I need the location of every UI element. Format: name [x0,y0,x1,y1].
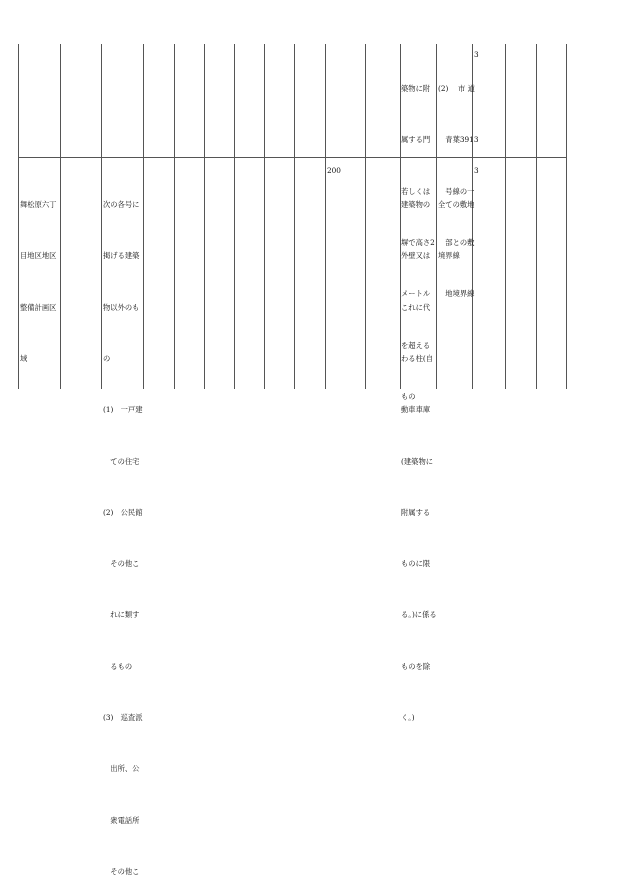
text-line: ものを除 [401,661,431,671]
text-line: 部との敷 [438,238,475,248]
grid-line-v15 [536,44,537,389]
text-line: ての住宅 [103,456,140,466]
text-line: く。) [401,713,415,722]
text-line: これに代 [401,302,431,312]
text-line: 域 [20,354,28,364]
text-line: もの [401,391,416,401]
text-line: 物以外のも [103,302,140,312]
row1-distance-value: 3 [474,50,479,59]
text-line: 掲げる建築 [103,251,140,261]
row-separator [18,157,567,158]
text-line: 附属する [401,507,431,517]
text-line: (1) 一戸建 [103,405,143,415]
row2-building-use-cell [103,162,143,878]
text-line: を超える [401,340,431,350]
row2-wall-setback-cell [401,162,437,760]
grid-line-v16 [566,44,567,389]
text-line: 地境界線 [438,289,475,299]
grid-line-v1 [60,44,61,389]
row2-district-name-cell [20,162,56,401]
text-line: 塀で高さ2 [401,238,435,248]
text-line: (3) 巡査派 [103,713,143,722]
text-line: その他こ [103,866,140,876]
grid-line-v4 [174,44,175,389]
text-line: メートル [401,289,431,299]
text-line: 整備計画区 [20,302,57,312]
grid-line-v5 [204,44,205,389]
row2-distance-value: 3 [474,166,479,175]
text-line: (2) 公民館 [103,507,143,517]
grid-line-v10 [365,44,366,389]
grid-line-v2 [101,44,102,389]
grid-line-v0 [18,44,19,389]
text-line: る。)に係る [401,610,437,620]
text-line: 属する門 [401,135,431,145]
text-line: 若しくは [401,186,431,196]
text-line: 動車車庫 [401,405,431,415]
text-line: 外壁又は [401,251,431,261]
grid-line-v9 [325,44,326,389]
text-line: れに類す [103,610,140,620]
text-line: るもの [103,661,133,671]
grid-line-v6 [234,44,235,389]
text-line: 舞松原六丁 [20,200,57,210]
text-line: 建築物の [401,200,431,210]
text-line: 出所、公 [103,764,140,774]
text-line: 次の各号に [103,200,140,210]
text-line: 築物に附 [401,84,431,94]
text-line: 全ての敷地 [438,200,475,210]
text-line: ものに限 [401,559,431,569]
text-line: その他こ [103,559,140,569]
grid-line-v3 [143,44,144,389]
text-line: の [103,354,111,364]
text-line: (2) 市 道 [438,84,475,94]
text-line: 号線の一 [438,186,475,196]
text-line: (建築物に [401,456,434,466]
text-line: 青葉3913 [438,135,479,145]
text-line: 境界線 [438,251,460,261]
row2-boundary-line-cell [438,162,474,299]
text-line: 目地区地区 [20,251,57,261]
grid-line-v8 [294,44,295,389]
text-line: 衆電話所 [103,815,140,825]
row2-minimum-area-value: 200 [327,166,341,175]
text-line: わる柱(自 [401,354,434,364]
grid-line-v14 [505,44,506,389]
grid-line-v7 [264,44,265,389]
